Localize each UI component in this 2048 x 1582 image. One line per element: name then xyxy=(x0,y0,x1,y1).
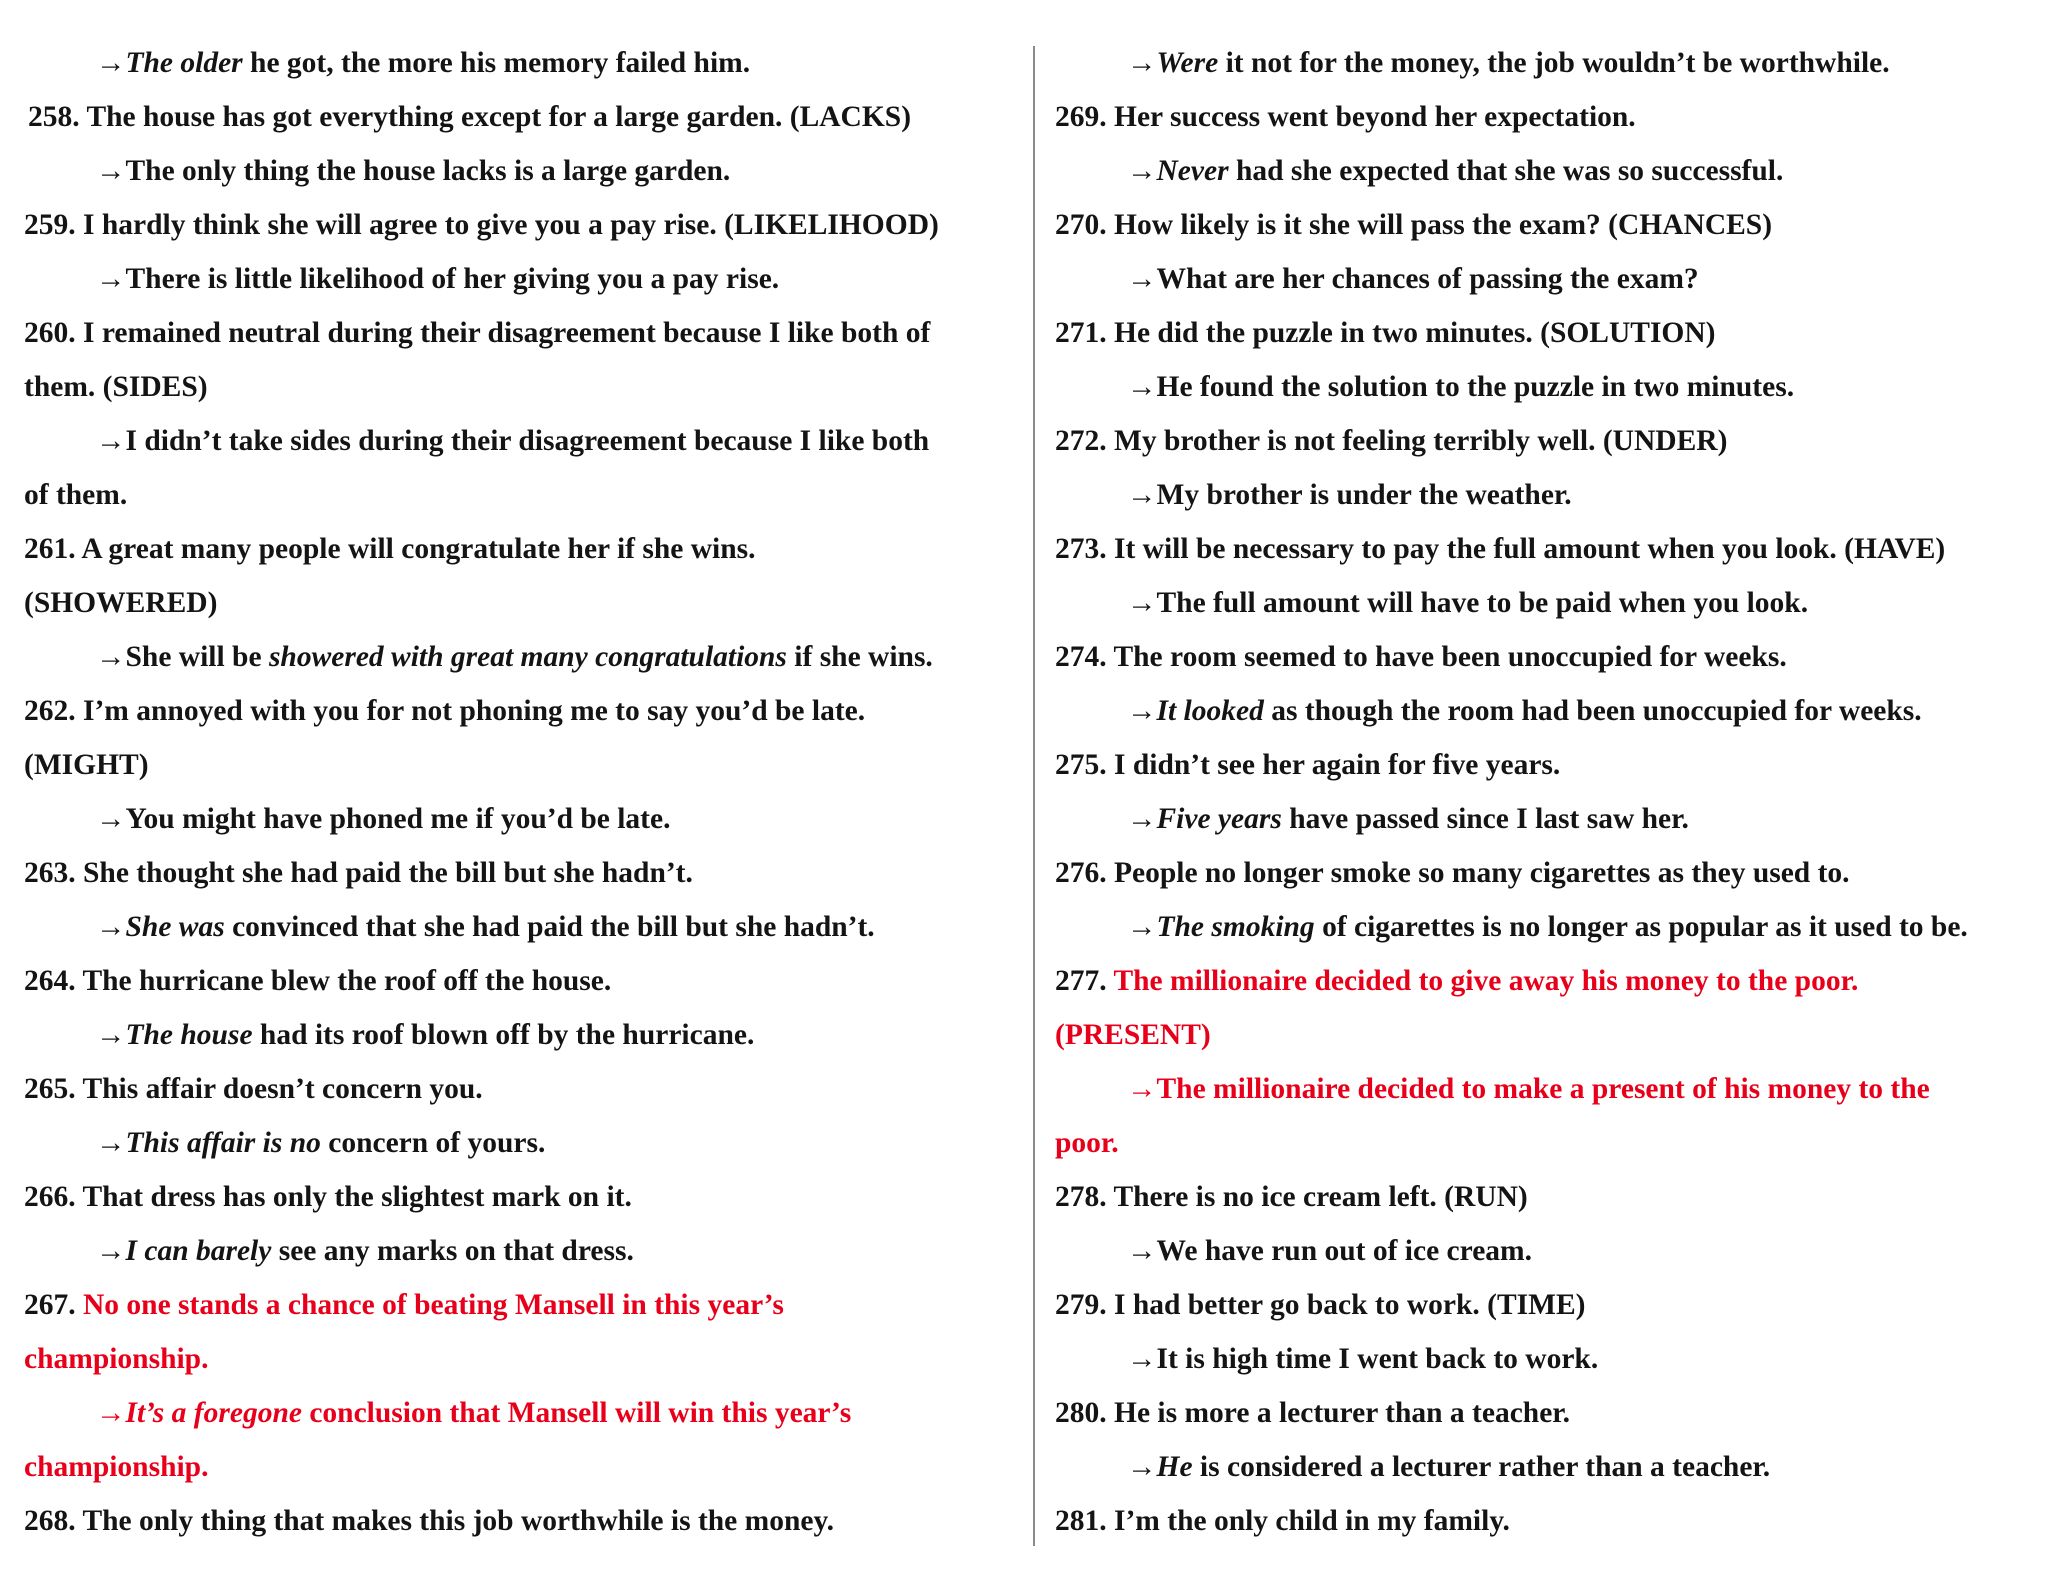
line-text: is considered a lecturer rather than a teacher. xyxy=(1192,1451,1771,1483)
line-text: 264. The hurricane blew the roof off the house. xyxy=(24,965,612,997)
answer-line xyxy=(24,1386,1024,1440)
line-text: 279. I had better go back to work. (TIME) xyxy=(1055,1289,1586,1321)
answer-line xyxy=(1055,576,2035,630)
emphasis-text: I can barely xyxy=(125,1235,272,1267)
question-line xyxy=(24,684,1024,738)
continuation-line xyxy=(1055,1116,2035,1170)
line-text: 268. The only thing that makes this job worthwhile is the money. xyxy=(24,1505,834,1537)
answer-line xyxy=(1055,900,2035,954)
line-text: →There is little likelihood of her giving you a pay rise. xyxy=(96,263,780,295)
line-text: 267. xyxy=(24,1289,83,1321)
line-text: → xyxy=(96,1019,126,1051)
line-text: →The full amount will have to be paid when you look. xyxy=(1127,587,1809,619)
line-text: 266. That dress has only the slightest mark on it. xyxy=(24,1181,632,1213)
line-text: concern of yours. xyxy=(320,1127,546,1159)
emphasis-text: The smoking xyxy=(1156,911,1315,943)
continuation-line xyxy=(1055,1008,2035,1062)
question-line xyxy=(1055,1494,2035,1548)
line-text: → xyxy=(1127,155,1157,187)
line-text: see any marks on that dress. xyxy=(271,1235,634,1267)
answer-line xyxy=(24,900,1024,954)
line-text: → xyxy=(1127,695,1157,727)
line-text: championship. xyxy=(24,1451,209,1483)
question-line xyxy=(1055,846,2035,900)
emphasis-text: Were xyxy=(1156,47,1219,79)
question-line xyxy=(24,522,1024,576)
question-line xyxy=(24,846,1024,900)
continuation-line xyxy=(24,468,1024,522)
line-text: →My brother is under the weather. xyxy=(1127,479,1572,511)
emphasis-text: showered with great many congratulations xyxy=(268,641,787,673)
answer-line xyxy=(24,252,1024,306)
line-text: → xyxy=(96,47,126,79)
line-text: → xyxy=(96,1127,126,1159)
line-text: →You might have phoned me if you’d be late. xyxy=(96,803,671,835)
left-column xyxy=(24,36,1024,1548)
answer-line xyxy=(1055,360,2035,414)
question-line xyxy=(1055,1170,2035,1224)
emphasis-text: He xyxy=(1156,1451,1193,1483)
emphasis-text: She was xyxy=(125,911,225,943)
continuation-line xyxy=(24,1332,1024,1386)
line-text: →The millionaire decided to make a present of his money to the xyxy=(1127,1073,1930,1105)
line-text: convinced that she had paid the bill but she hadn’t. xyxy=(224,911,875,943)
answer-line xyxy=(24,1116,1024,1170)
right-column xyxy=(1055,36,2035,1548)
line-text: (PRESENT) xyxy=(1055,1019,1211,1051)
line-text: → xyxy=(1127,911,1157,943)
line-text: as though the room had been unoccupied for weeks. xyxy=(1263,695,1922,727)
line-text: 273. It will be necessary to pay the full amount when you look. (HAVE) xyxy=(1055,533,1946,565)
continuation-line xyxy=(24,360,1024,414)
line-text: 278. There is no ice cream left. (RUN) xyxy=(1055,1181,1528,1213)
answer-line xyxy=(1055,792,2035,846)
answer-line xyxy=(1055,252,2035,306)
line-text: he got, the more his memory failed him. xyxy=(242,47,751,79)
line-text: it not for the money, the job wouldn’t be worthwhile. xyxy=(1218,47,1890,79)
question-line xyxy=(24,198,1024,252)
answer-line xyxy=(24,630,1024,684)
question-line xyxy=(24,1062,1024,1116)
emphasis-text: The older xyxy=(125,47,243,79)
line-text: of them. xyxy=(24,479,128,511)
line-text: 276. People no longer smoke so many cigarettes as they used to. xyxy=(1055,857,1850,889)
line-text: No one stands a chance of beating Mansell in this year’s xyxy=(83,1289,784,1321)
line-text: conclusion that Mansell will win this year’s xyxy=(301,1397,852,1429)
answer-line xyxy=(1055,1440,2035,1494)
answer-line xyxy=(1055,144,2035,198)
line-text: 263. She thought she had paid the bill but she hadn’t. xyxy=(24,857,693,889)
emphasis-text: This affair is no xyxy=(125,1127,321,1159)
answer-line xyxy=(24,414,1024,468)
answer-line xyxy=(24,36,1024,90)
answer-line xyxy=(1055,468,2035,522)
question-line xyxy=(24,306,1024,360)
line-text: 265. This affair doesn’t concern you. xyxy=(24,1073,483,1105)
emphasis-text: Five years xyxy=(1156,803,1282,835)
emphasis-text: The house xyxy=(125,1019,253,1051)
question-line xyxy=(24,1278,1024,1332)
question-line xyxy=(24,954,1024,1008)
line-text: of cigarettes is no longer as popular as it used to be. xyxy=(1314,911,1968,943)
line-text: →It is high time I went back to work. xyxy=(1127,1343,1599,1375)
line-text: → xyxy=(1127,1451,1157,1483)
line-text: them. (SIDES) xyxy=(24,371,208,403)
line-text: → xyxy=(1127,803,1157,835)
line-text: 271. He did the puzzle in two minutes. (SOLUTION) xyxy=(1055,317,1716,349)
question-line xyxy=(1055,1278,2035,1332)
answer-line xyxy=(1055,684,2035,738)
answer-line xyxy=(24,792,1024,846)
answer-line xyxy=(1055,1332,2035,1386)
emphasis-text: It’s a foregone xyxy=(125,1397,302,1429)
line-text: (SHOWERED) xyxy=(24,587,218,619)
line-text: → xyxy=(96,911,126,943)
continuation-line xyxy=(24,1440,1024,1494)
line-text: 274. The room seemed to have been unoccupied for weeks. xyxy=(1055,641,1787,673)
line-text: 281. I’m the only child in my family. xyxy=(1055,1505,1510,1537)
question-line xyxy=(1055,198,2035,252)
line-text: →He found the solution to the puzzle in two minutes. xyxy=(1127,371,1795,403)
line-text: 259. I hardly think she will agree to give you a pay rise. (LIKELIHOOD) xyxy=(24,209,939,241)
column-divider xyxy=(1033,46,1035,1546)
line-text: 272. My brother is not feeling terribly well. (UNDER) xyxy=(1055,425,1728,457)
question-line xyxy=(1055,630,2035,684)
line-text: (MIGHT) xyxy=(24,749,149,781)
line-text: had its roof blown off by the hurricane. xyxy=(252,1019,755,1051)
answer-line xyxy=(24,1224,1024,1278)
question-line xyxy=(1055,90,2035,144)
answer-line xyxy=(1055,36,2035,90)
question-line xyxy=(1055,738,2035,792)
answer-line xyxy=(24,144,1024,198)
line-text: championship. xyxy=(24,1343,209,1375)
line-text: 277. xyxy=(1055,965,1114,997)
line-text: 275. I didn’t see her again for five years. xyxy=(1055,749,1561,781)
question-line xyxy=(24,1494,1024,1548)
question-line xyxy=(24,1170,1024,1224)
continuation-line xyxy=(24,576,1024,630)
line-text: →I didn’t take sides during their disagreement because I like both xyxy=(96,425,930,457)
line-text: 269. Her success went beyond her expectation. xyxy=(1055,101,1636,133)
line-text: The millionaire decided to give away his money to the poor. xyxy=(1113,965,1859,997)
line-text: 262. I’m annoyed with you for not phoning me to say you’d be late. xyxy=(24,695,866,727)
line-text: 261. A great many people will congratulate her if she wins. xyxy=(24,533,756,565)
question-line xyxy=(1055,414,2035,468)
line-text: 280. He is more a lecturer than a teacher. xyxy=(1055,1397,1571,1429)
line-text: 260. I remained neutral during their disagreement because I like both of xyxy=(24,317,931,349)
question-line xyxy=(24,90,1024,144)
line-text: →What are her chances of passing the exam? xyxy=(1127,263,1699,295)
answer-line xyxy=(1055,1062,2035,1116)
line-text: have passed since I last saw her. xyxy=(1281,803,1689,835)
line-text: had she expected that she was so successful. xyxy=(1228,155,1784,187)
answer-line xyxy=(1055,1224,2035,1278)
answer-line xyxy=(24,1008,1024,1062)
line-text: 258. The house has got everything except for a large garden. (LACKS) xyxy=(28,101,912,133)
emphasis-text: It looked xyxy=(1156,695,1264,727)
line-text: poor. xyxy=(1055,1127,1119,1159)
line-text: → xyxy=(96,1397,126,1429)
line-text: → xyxy=(1127,47,1157,79)
emphasis-text: Never xyxy=(1156,155,1229,187)
question-line xyxy=(1055,306,2035,360)
line-text: if she wins. xyxy=(786,641,933,673)
question-line xyxy=(1055,954,2035,1008)
question-line xyxy=(1055,1386,2035,1440)
line-text: →She will be xyxy=(96,641,269,673)
question-line xyxy=(1055,522,2035,576)
line-text: → xyxy=(96,1235,126,1267)
line-text: 270. How likely is it she will pass the exam? (CHANCES) xyxy=(1055,209,1773,241)
line-text: →We have run out of ice cream. xyxy=(1127,1235,1533,1267)
line-text: →The only thing the house lacks is a large garden. xyxy=(96,155,731,187)
continuation-line xyxy=(24,738,1024,792)
